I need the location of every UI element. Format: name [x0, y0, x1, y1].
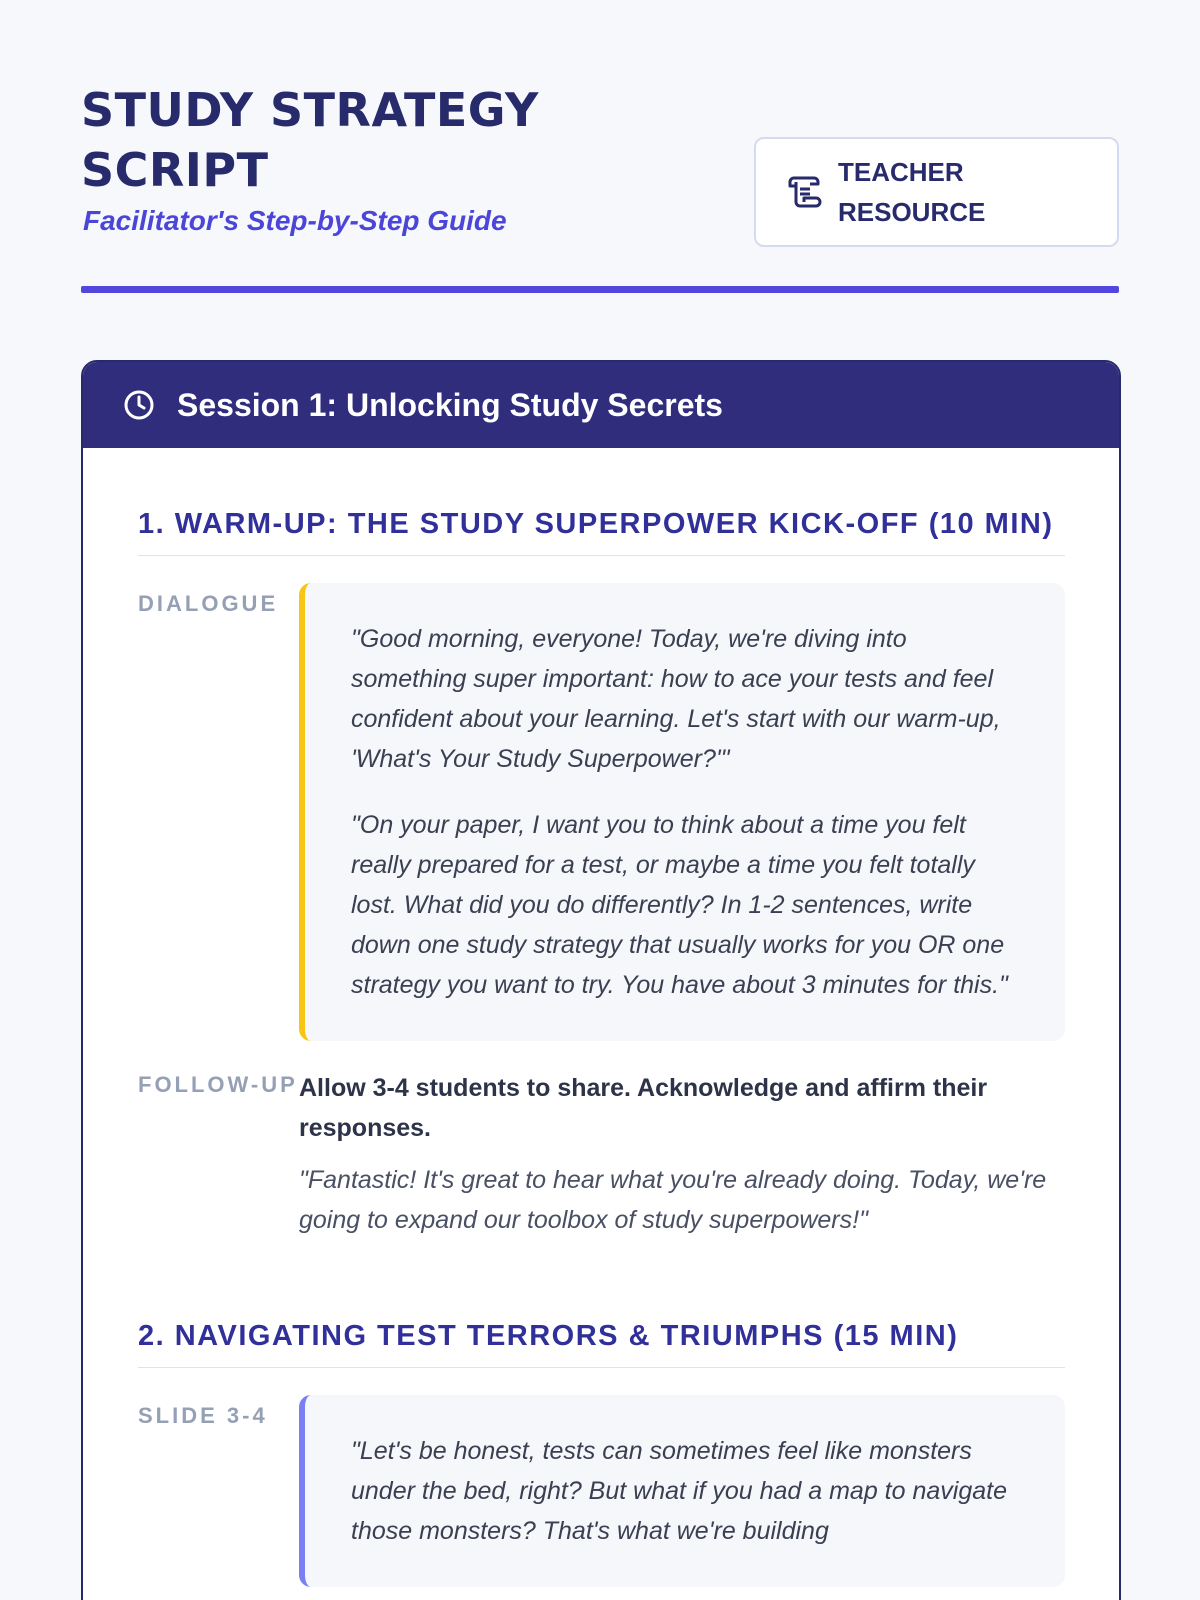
slide-content	[299, 1395, 1065, 1587]
dialogue-paragraph: "Good morning, everyone! Today, we're diving into something super important: how to ace your tests and feel confident about your learning. Let's start with our warm-up, 'What's Your Study Superpower?'"	[351, 625, 1001, 773]
session-header	[83, 362, 1119, 448]
dialogue-quote-box	[299, 583, 1065, 1041]
page-title: STUDY STRATEGY SCRIPT	[81, 83, 539, 197]
page-header	[81, 0, 1119, 295]
header-divider	[81, 286, 1119, 293]
session-card	[81, 360, 1121, 1600]
slide-label: SLIDE 3-4	[138, 1403, 268, 1428]
session-title: Session 1: Unlocking Study Secrets	[177, 386, 723, 423]
followup-label: FOLLOW-UP	[138, 1072, 298, 1097]
followup-quote: "Fantastic! It's great to hear what you're already doing. Today, we're going to expand our toolbox of study superpowers!"	[299, 1166, 1047, 1234]
dialogue-row	[138, 583, 1065, 1041]
section-title: 2. NAVIGATING TEST TERRORS & TRIUMPHS (15 MIN)	[138, 1320, 1065, 1368]
section-title: 1. WARM-UP: THE STUDY SUPERPOWER KICK-OFF (10 MIN)	[138, 508, 1065, 556]
clock-icon	[123, 389, 155, 421]
badge-label: TEACHER RESOURCE	[838, 157, 986, 227]
session-body	[83, 508, 1119, 1587]
followup-instruction: Allow 3-4 students to share. Acknowledge and affirm their responses.	[299, 1074, 988, 1142]
dialogue-paragraph: "On your paper, I want you to think about a time you felt really prepared for a test, or maybe a time you felt totally lost. What did you do differently? In 1-2 sentences, write down one study strategy that usually works for you OR one strategy you want to try. You have about 3 minutes for this."	[351, 811, 1008, 999]
dialogue-label: DIALOGUE	[138, 591, 279, 616]
dialogue-content	[299, 583, 1065, 1041]
page-subtitle: Facilitator's Step-by-Step Guide	[83, 205, 507, 236]
slide-quote-box	[299, 1395, 1065, 1587]
followup-row	[138, 1068, 1065, 1240]
followup-content	[299, 1068, 1065, 1240]
teacher-resource-badge	[754, 137, 1119, 247]
scroll-icon	[784, 172, 824, 212]
slide-row	[138, 1395, 1065, 1587]
dialogue-paragraph: "Let's be honest, tests can sometimes feel like monsters under the bed, right? But what if you had a map to navigate those monsters? That's what we're building	[351, 1437, 1007, 1545]
